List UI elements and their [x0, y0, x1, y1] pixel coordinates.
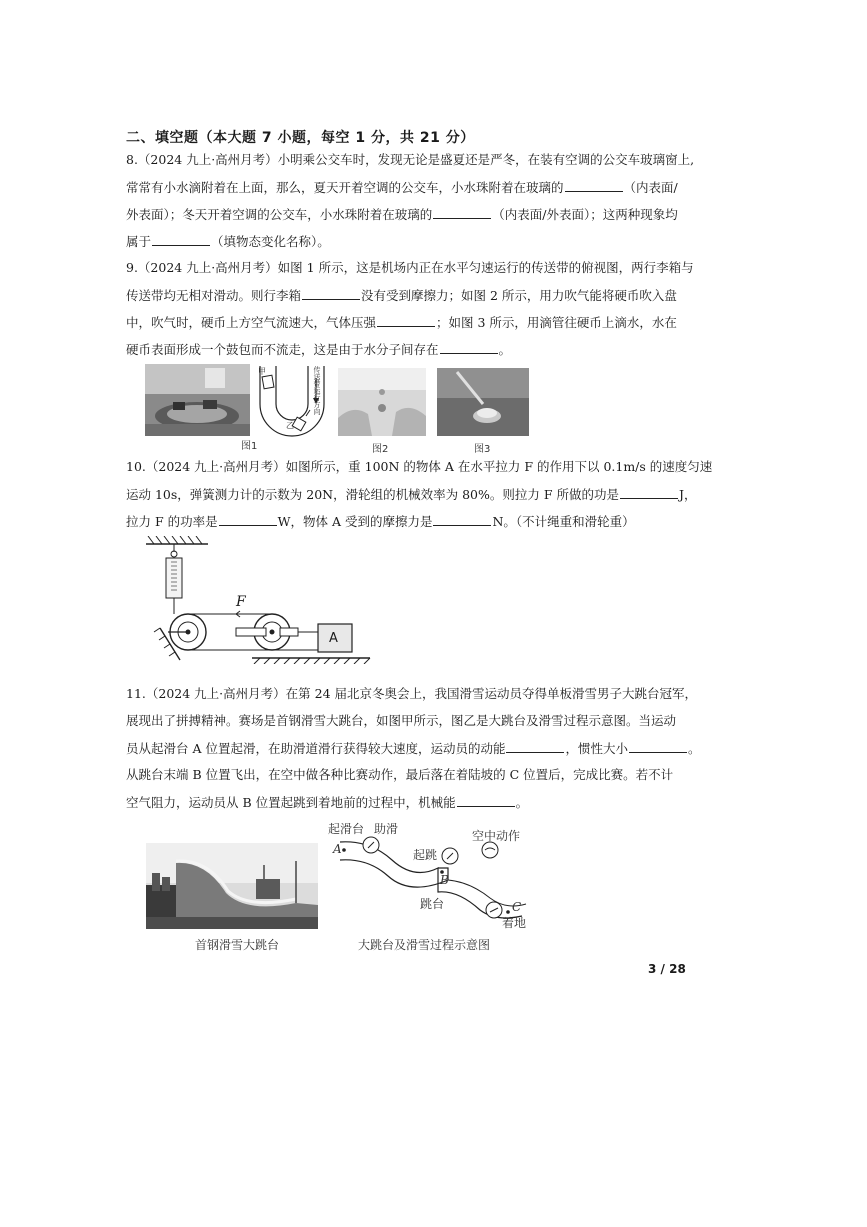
q8-line-4	[126, 233, 330, 250]
point-b: B	[440, 873, 449, 887]
q10-line-1	[126, 459, 712, 475]
q11-text-3c: 。	[688, 741, 701, 756]
q9-blank-1[interactable]	[302, 287, 360, 300]
q9-text-4a: 硬币表面形成一个鼓包而不流走，这是由于水分子间存在	[126, 342, 439, 357]
q10-text-3c: N。（不计绳重和滑轮重）	[492, 514, 635, 529]
label-start-platform: 起滑台	[328, 822, 365, 836]
q10-text-2b: J，	[679, 487, 697, 502]
fig2-label: 图2	[372, 444, 389, 455]
q10-blank-2[interactable]	[219, 513, 277, 526]
label-belt-direction: 传送带运行方向	[313, 366, 321, 415]
q8-text-3a: 外表面）；冬天开着空调的公交车，小水珠附着在玻璃的	[126, 207, 433, 222]
q11-text-1: 11.（2024 九上·高州月考）在第 24 届北京冬奥会上，我国滑雪运动员夺得单板滑雪男子大跳台冠军，	[126, 686, 697, 701]
photo-caption: 首钢滑雪大跳台	[195, 938, 280, 952]
q11-line-2	[126, 713, 676, 729]
q9-line-1	[126, 260, 694, 276]
q8-text-2b: （内表面/	[623, 180, 678, 195]
q9-photo-coin-blow	[338, 368, 426, 436]
block-label: A	[329, 631, 338, 646]
fig1-label: 图1	[241, 441, 258, 452]
q11-line-1	[126, 686, 697, 702]
q10-line-2	[126, 486, 697, 503]
q8-blank-3[interactable]	[152, 233, 210, 246]
q11-text-2: 展现出了拼搏精神。赛场是首钢滑雪大跳台，如图甲所示，图乙是大跳台及滑雪过程示意图。当运动	[126, 713, 677, 728]
q8-text-3b: （内表面/外表面）；这两种现象均	[492, 207, 678, 222]
force-label: F	[236, 594, 246, 610]
q11-text-5a: 空气阻力，运动员从 B 位置起跳到着地前的过程中，机械能	[126, 795, 456, 810]
label-jia: 甲	[258, 367, 266, 376]
q8-text-1: 8.（2024 九上·高州月考）小明乘公交车时，发现无论是盛夏还是严冬，在装有空调的公交车玻璃窗上,	[126, 152, 695, 167]
page-number: 3 / 28	[648, 962, 686, 976]
q8-line-2	[126, 179, 678, 196]
q9-blank-3[interactable]	[440, 341, 498, 354]
q8-blank-2[interactable]	[433, 206, 491, 219]
q9-blank-2[interactable]	[377, 314, 435, 327]
q11-photo-ski-jump	[146, 843, 318, 929]
q11-text-4: 从跳台末端 B 位置飞出，在空中做各种比赛动作，最后落在着陆坡的 C 位置后，完成比赛。若不计	[126, 767, 674, 782]
q11-text-3b: ，惯性大小	[565, 741, 628, 756]
label-air-moves: 空中动作	[472, 829, 521, 843]
q10-text-2a: 运动 10s，弹簧测力计的示数为 20N，滑轮组的机械效率为 80%。则拉力 F 所做的功是	[126, 487, 619, 502]
q9-text-1: 9.（2024 九上·高州月考）如图 1 所示，这是机场内正在水平匀速运行的传送带的俯视图，两行李箱与	[126, 260, 694, 275]
q10-line-3	[126, 513, 635, 530]
q10-blank-1[interactable]	[620, 486, 678, 499]
q8-line-3	[126, 206, 678, 223]
q9-text-3b: ；如图 3 所示，用滴管往硬币上滴水，水在	[436, 315, 677, 330]
q11-text-3a: 员从起滑台 A 位置起滑，在助滑道滑行获得较大速度，运动员的动能	[126, 741, 506, 756]
q11-text-5b: 。	[515, 795, 529, 810]
q9-line-4	[126, 341, 511, 358]
section-title: 二、填空题（本大题 7 小题，每空 1 分，共 21 分）	[126, 130, 475, 146]
q8-text-4b: （填物态变化名称）。	[211, 234, 330, 249]
label-take-off: 起跳	[413, 848, 438, 862]
point-c: C	[512, 900, 522, 914]
q9-line-3	[126, 314, 677, 331]
q10-blank-3[interactable]	[433, 513, 491, 526]
q11-blank-2[interactable]	[629, 740, 687, 753]
fig3-label: 图3	[474, 444, 491, 455]
q10-pulley-diagram	[140, 536, 380, 664]
label-platform: 跳台	[420, 897, 445, 911]
q9-photo-coin-drop	[437, 368, 529, 436]
q9-line-2	[126, 287, 677, 304]
q11-line-5	[126, 794, 528, 811]
q9-text-3a: 中，吹气时，硬币上方空气流速大，气体压强	[126, 315, 377, 330]
label-run-up: 助滑	[374, 822, 399, 836]
diagram-caption: 大跳台及滑雪过程示意图	[358, 938, 491, 952]
label-landing: 着地	[502, 916, 527, 930]
q9-text-2b: 没有受到摩擦力；如图 2 所示，用力吹气能将硬币吹入盘	[361, 288, 677, 303]
q11-line-3	[126, 740, 701, 757]
q8-text-4a: 属于	[126, 234, 152, 249]
q8-text-2a: 常常有小水滴附着在上面，那么，夏天开着空调的公交车，小水珠附着在玻璃的	[126, 180, 564, 195]
q9-photo-conveyor	[145, 364, 250, 436]
q8-blank-1[interactable]	[565, 179, 623, 192]
q10-text-1: 10.（2024 九上·高州月考）如图所示，重 100N 的物体 A 在水平拉力 F 的作用下以 0.1m/s 的速度匀速	[126, 459, 713, 474]
q10-text-3a: 拉力 F 的功率是	[126, 514, 218, 529]
label-yi: 乙	[286, 421, 294, 430]
q11-line-4	[126, 767, 673, 783]
q11-blank-1[interactable]	[506, 740, 564, 753]
point-a: A	[333, 842, 342, 856]
q10-text-3b: W，物体 A 受到的摩擦力是	[277, 514, 433, 529]
q11-blank-3[interactable]	[457, 794, 515, 807]
q9-text-4b: 。	[498, 342, 512, 357]
q9-text-2a: 传送带均无相对滑动。则行李箱	[126, 288, 302, 303]
q8-line-1	[126, 152, 694, 168]
